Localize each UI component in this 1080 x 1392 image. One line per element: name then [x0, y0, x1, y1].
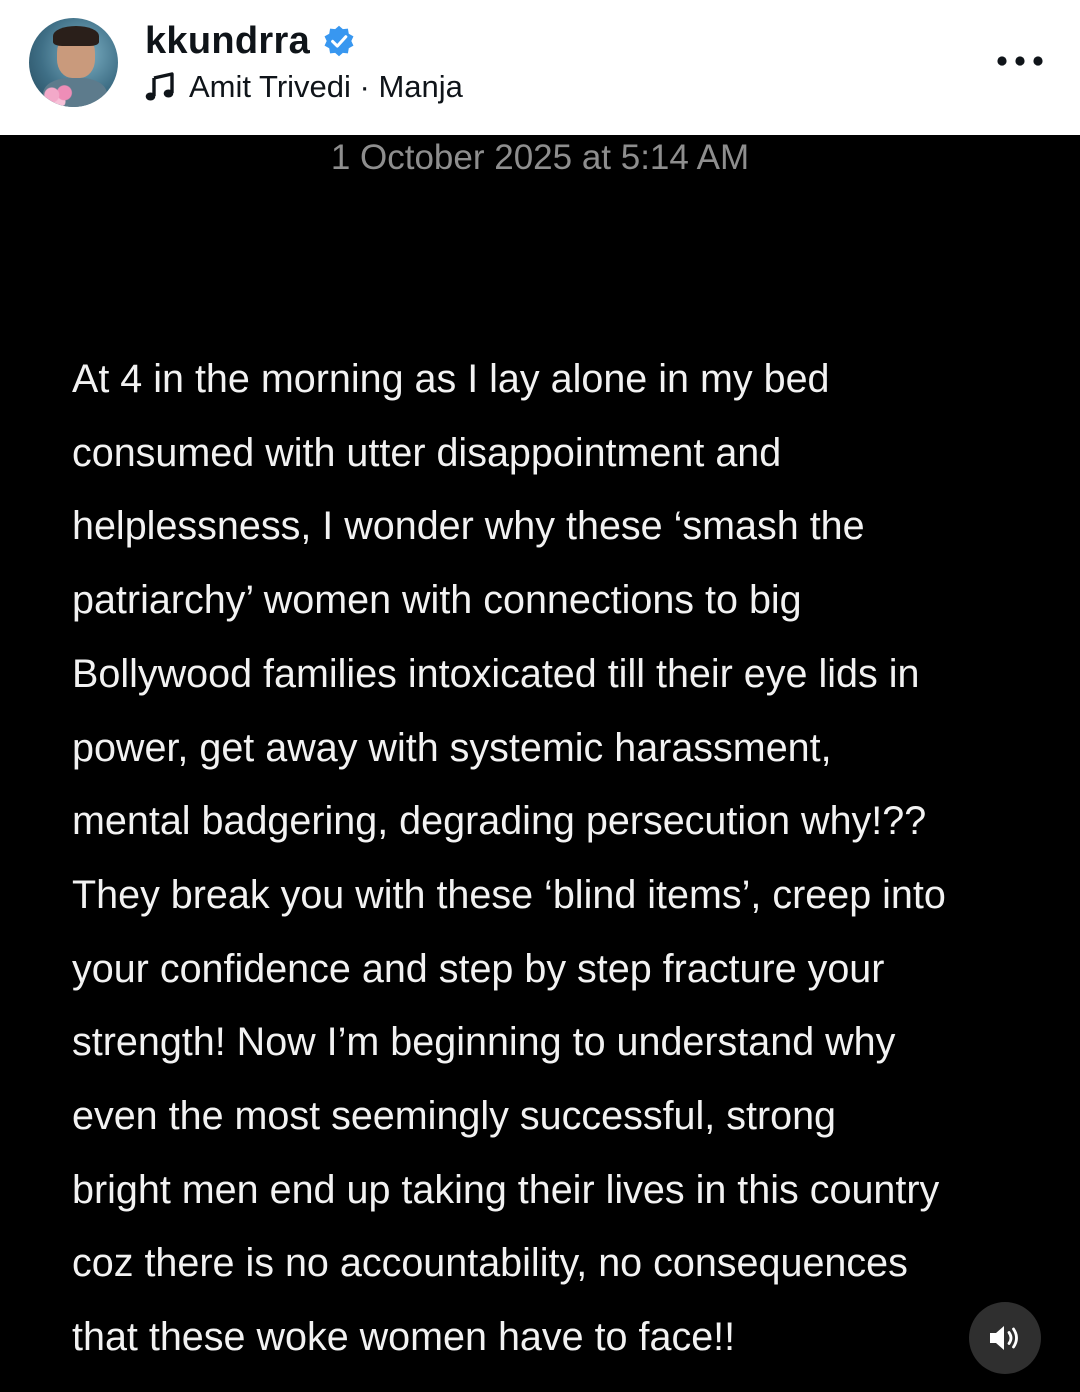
speaker-icon — [987, 1323, 1023, 1353]
sound-toggle-button[interactable] — [969, 1302, 1041, 1374]
story-text-line: coz there is no accountability, no consequences — [72, 1241, 908, 1286]
story-text-line: Bollywood families intoxicated till their eye lids in — [72, 651, 920, 696]
story-timestamp: 1 October 2025 at 5:14 AM — [330, 138, 750, 177]
story-text-line: power, get away with systemic harassment, — [72, 725, 832, 770]
story-text-line: patriarchy’ women with connections to big — [72, 578, 802, 623]
music-label: Amit Trivedi · Manja — [189, 69, 463, 104]
story-text-line: even the most seemingly successful, strong — [72, 1094, 837, 1139]
story-text-line: consumed with utter disappointment and — [72, 430, 782, 475]
story-text-line: your confidence and step by step fracture your — [72, 946, 885, 991]
story-text-line: mental badgering, degrading persecution why!?? — [72, 799, 927, 844]
story-text-line: helplessness, I wonder why these ‘smash the — [72, 504, 865, 549]
story-text-line: strength! Now I’m beginning to understand why — [72, 1020, 896, 1065]
story-text-line: At 4 in the morning as I lay alone in my bed — [72, 357, 830, 401]
music-note-icon — [145, 72, 175, 102]
username-row — [145, 16, 356, 66]
story-text-line: that these woke women have to face!! — [72, 1315, 736, 1360]
verified-badge-icon — [322, 24, 356, 58]
avatar-hair — [53, 26, 99, 46]
avatar-flowers — [41, 84, 77, 106]
music-row[interactable] — [145, 66, 463, 108]
story-text-line: They break you with these ‘blind items’, creep into — [72, 872, 946, 917]
more-options-icon[interactable] — [996, 50, 1044, 72]
story-text — [72, 343, 1032, 1375]
story-text-line: bright men end up taking their lives in this country — [72, 1167, 940, 1212]
username[interactable]: kkundrra — [145, 19, 311, 62]
avatar[interactable] — [29, 18, 118, 107]
story-header — [0, 0, 1080, 135]
